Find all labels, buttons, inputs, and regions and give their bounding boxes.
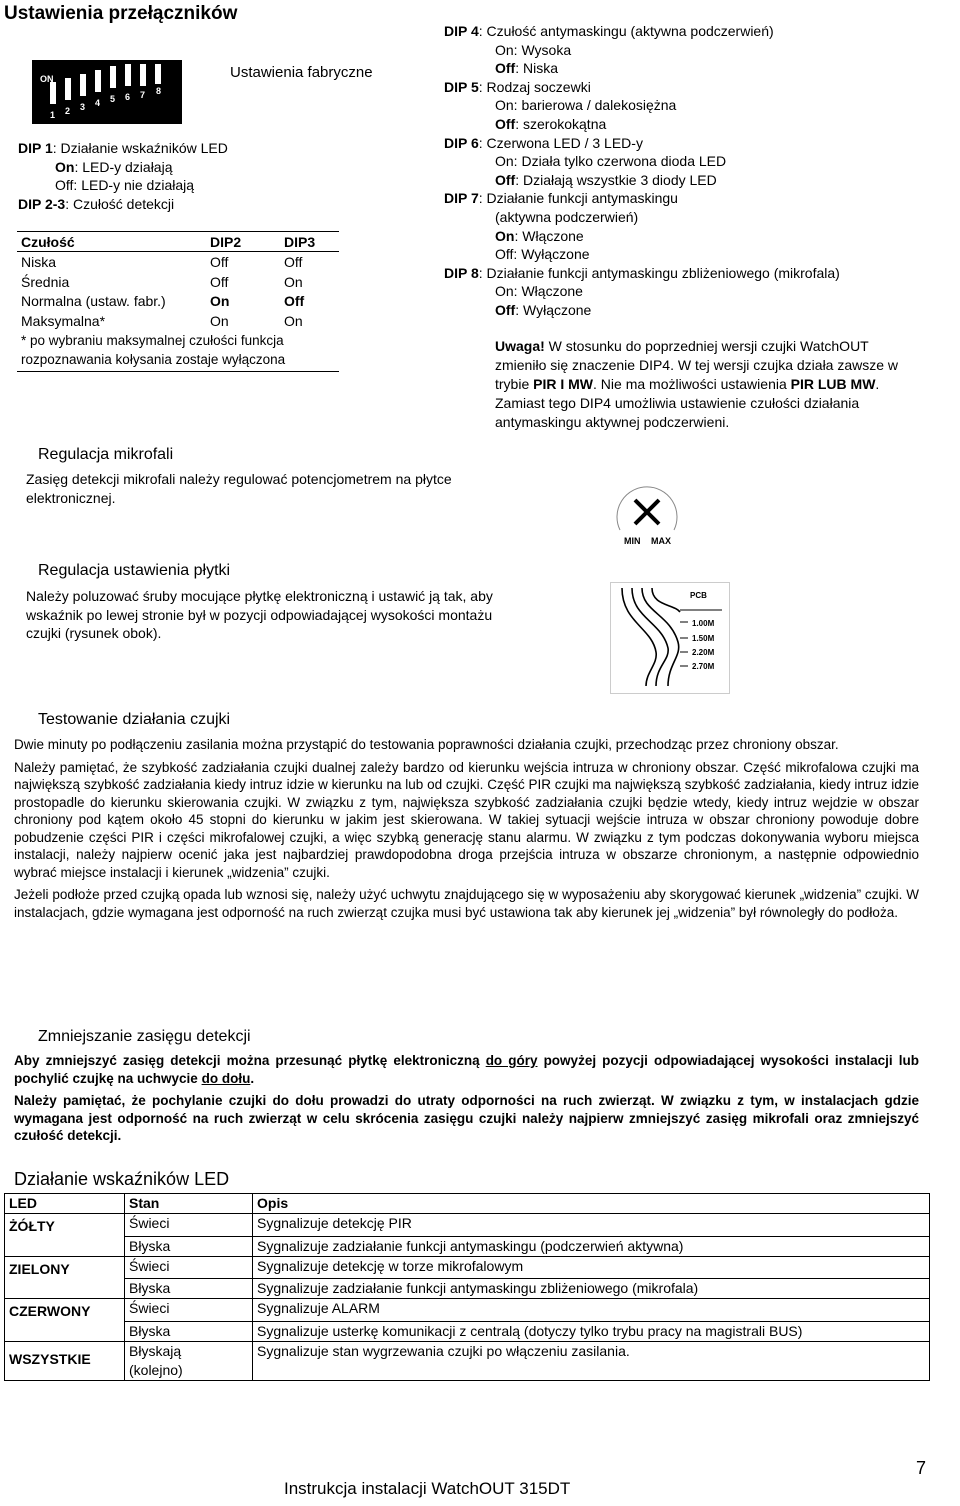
footer-title: Instrukcja instalacji WatchOUT 315DT	[284, 1479, 571, 1498]
potentiometer-icon	[606, 478, 688, 550]
sens-table-top-rule	[17, 231, 339, 232]
table-note: * po wybraniu maksymalnej czułości funkcja	[21, 333, 284, 348]
testing-paragraph: Należy pamiętać, że szybkość zadziałania czujki dualnej zależy bardzo od kierunku wejścia intruza w chroniony obszar. Część mikrofalowa czujki ma największą szybkość zadziałania kiedy intruz idzie w kierunku na lub od czujki. Część PIR czujki ma największą szybkość zadziałania, kiedy intruz idzie prostopadle do kierunku skierowania czujki. W związku z tym, największa szybkość zadziałania czujki będzie wtedy, kiedy intruz wejdzie w obszar chroniony pod kątem około 45 stopni do kierunku w jakim jest skierowana. W takiej sytuacji wejście intruza w obszar chroniony powoduje dobre pobudzenie części PIR i części mikrofalowej czujki, a więc szybką generację stanu alarmu. W związku z tym podczas dokonywania wyboru miejsca instalacji, należy najpierw ocenić jaka jest najbardziej prawdopodobna droga przejścia intruza w obszarze chronionym, a następnie odpowiednio wybrać miejsce instalacji i kierunek „widzenia” czujki.	[14, 759, 919, 880]
reduce-paragraph: Należy pamiętać, że pochylanie czujki do dołu prowadzi do utraty odporności na ruch zwierząt. W związku z tym, w instalacjach gdzie wymagana jest odporność na ruch zwierząt w celu skrócenia zasięgu czujki należy najpierw zmniejszyć zasięg mikrofali oraz zmniejszyć czułość detekcji.	[14, 1093, 919, 1143]
dip-number: 2	[65, 106, 71, 116]
led-desc: Sygnalizuje ALARM	[253, 1299, 930, 1322]
page-title: Ustawienia przełączników	[4, 3, 238, 24]
table-header: Opis	[253, 1194, 930, 1214]
table-cell: Off	[284, 293, 305, 309]
led-desc: Sygnalizuje usterkę komunikacji z centralą (dotyczy tylko trybu pracy na magistrali BUS)	[253, 1321, 930, 1341]
dip-number: 7	[140, 90, 146, 100]
dip-on-label: ON	[40, 74, 54, 84]
factory-settings-label: Ustawienia fabryczne	[230, 64, 373, 81]
table-row	[5, 1299, 930, 1322]
table-header: Czułość	[21, 234, 75, 250]
pot-min-label: MIN	[624, 536, 641, 546]
dip-switch-diagram	[32, 60, 182, 124]
table-row	[5, 1236, 930, 1256]
led-state: Błyska	[125, 1236, 253, 1256]
led-desc: Sygnalizuje detekcję PIR	[253, 1214, 930, 1237]
sens-table-bottom-rule	[17, 371, 339, 372]
table-header: DIP2	[210, 234, 242, 250]
table-row	[5, 1279, 930, 1299]
led-state: Świeci	[125, 1214, 253, 1237]
table-header-row	[5, 1194, 930, 1214]
testing-text	[14, 736, 919, 921]
page-number: 7	[916, 1458, 927, 1478]
led-name: ZIELONY	[5, 1256, 125, 1279]
led-state: Błyska	[125, 1279, 253, 1299]
led-desc: Sygnalizuje zadziałanie funkcji antymaskingu zbliżeniowego (mikrofala)	[253, 1279, 930, 1299]
led-name: ŻÓŁTY	[5, 1214, 125, 1237]
dip-number: 4	[95, 98, 101, 108]
dip-number: 5	[110, 94, 116, 104]
dip-number: 6	[125, 92, 131, 102]
board-heading: Regulacja ustawienia płytki	[38, 562, 231, 579]
led-state: Świeci	[125, 1256, 253, 1279]
uwaga-note: Uwaga! W stosunku do poprzedniej wersji czujki WatchOUT zmieniło się znaczenie DIP4. W tej wersji czujka działa zawsze w trybie PIR I MW. Nie ma możliwości ustawienia PIR LUB MW. Zamiast tego DIP4 umożliwia ustawienie czułości działania antymaskingu aktywnej podczerwieni.	[495, 338, 899, 430]
led-desc: Sygnalizuje stan wygrzewania czujki po włączeniu zasilania.	[253, 1341, 930, 1380]
table-header: LED	[5, 1194, 125, 1214]
table-row	[5, 1341, 930, 1380]
table-cell: Niska	[21, 254, 57, 270]
table-cell: Off	[210, 274, 229, 290]
height-label: 1.00M	[692, 619, 715, 628]
table-cell: On	[284, 274, 303, 290]
led-state: Błyska	[125, 1321, 253, 1341]
led-heading: Działanie wskaźników LED	[14, 1169, 230, 1189]
reduce-text	[14, 1052, 919, 1145]
dip-number: 8	[156, 86, 162, 96]
table-cell: Średnia	[21, 274, 70, 290]
sens-table-header-rule	[17, 251, 339, 252]
table-cell: Normalna (ustaw. fabr.)	[21, 293, 166, 309]
led-name: WSZYSTKIE	[5, 1341, 125, 1380]
reduce-heading: Zmniejszanie zasięgu detekcji	[38, 1028, 251, 1045]
dip-number: 3	[80, 102, 86, 112]
testing-paragraph: Jeżeli podłoże przed czujką opada lub wznosi się, należy użyć uchwytu znajdującego się w wyposażeniu aby skorygować kierunek „widzenia” czujki. W instalacjach, gdzie wymagana jest odporność na ruch zwierząt czujka musi być ustawiona tak aby kierunek jej „widzenia” był równoległy do podłoża.	[14, 887, 919, 920]
dip-right-descriptions: DIP 4: Czułość antymaskingu (aktywna podczerwień) On: Wysoka Off: Niska DIP 5: Rodzaj soczewki On: barierowa / dalekosiężna Off: szerokokątna DIP 6: Czerwona LED / 3 LED-y On: Działa tylko czerwona dioda LED Off: Działają wszystkie 3 diody LED DIP 7: Działanie funkcji antymaskingu (aktywna podczerwień) On: Włączone Off: Wyłączone DIP 8: Działanie funkcji antymaskingu zbliżeniowego (mikrofala) On: Włączone Off: Wyłączone	[444, 23, 840, 318]
table-note: rozpoznawania kołysania zostaje wyłączona	[21, 352, 286, 367]
dip-number: 1	[50, 110, 56, 120]
pcb-label: PCB	[690, 591, 707, 600]
table-cell: Maksymalna*	[21, 313, 106, 329]
table-cell: Off	[210, 254, 229, 270]
table-header: DIP3	[284, 234, 316, 250]
led-state: Świeci	[125, 1299, 253, 1322]
table-row	[5, 1256, 930, 1279]
testing-paragraph: Dwie minuty po podłączeniu zasilania można przystąpić do testowania poprawności działania czujki, przechodząc przez chroniony obszar.	[14, 737, 839, 752]
led-name: CZERWONY	[5, 1299, 125, 1322]
testing-heading: Testowanie działania czujki	[38, 711, 231, 728]
table-row	[5, 1214, 930, 1237]
table-row	[5, 1321, 930, 1341]
reduce-paragraph: Aby zmniejszyć zasięg detekcji można przesunąć płytkę elektroniczną do góry powyżej pozycji odpowiadającej wysokości instalacji lub pochylić czujkę na uchwycie do dołu.	[14, 1053, 919, 1086]
table-cell: On	[284, 313, 303, 329]
height-label: 2.20M	[692, 648, 715, 657]
board-text: Należy poluzować śruby mocujące płytkę elektroniczną i ustawić ją tak, aby wskaźnik po lewej stronie był w pozycji odpowiadającej wysokości montażu czujki (rysunek obok).	[26, 588, 493, 642]
led-desc: Sygnalizuje detekcję w torze mikrofalowym	[253, 1256, 930, 1279]
microwave-heading: Regulacja mikrofali	[38, 446, 174, 463]
pot-max-label: MAX	[651, 536, 671, 546]
led-table	[4, 1193, 930, 1381]
led-state: Błyskają (kolejno)	[125, 1341, 253, 1380]
table-header: Stan	[125, 1194, 253, 1214]
microwave-text: Zasięg detekcji mikrofali należy regulować potencjometrem na płytce elektronicznej.	[26, 471, 452, 506]
led-desc: Sygnalizuje zadziałanie funkcji antymaskingu (podczerwień aktywna)	[253, 1236, 930, 1256]
dip1-description: DIP 1: Działanie wskaźników LED On: LED-y działają Off: LED-y nie działają DIP 2-3: Czułość detekcji	[18, 140, 228, 212]
height-label: 2.70M	[692, 662, 715, 671]
table-cell: Off	[284, 254, 303, 270]
height-label: 1.50M	[692, 634, 715, 643]
table-cell: On	[210, 293, 230, 309]
table-cell: On	[210, 313, 229, 329]
